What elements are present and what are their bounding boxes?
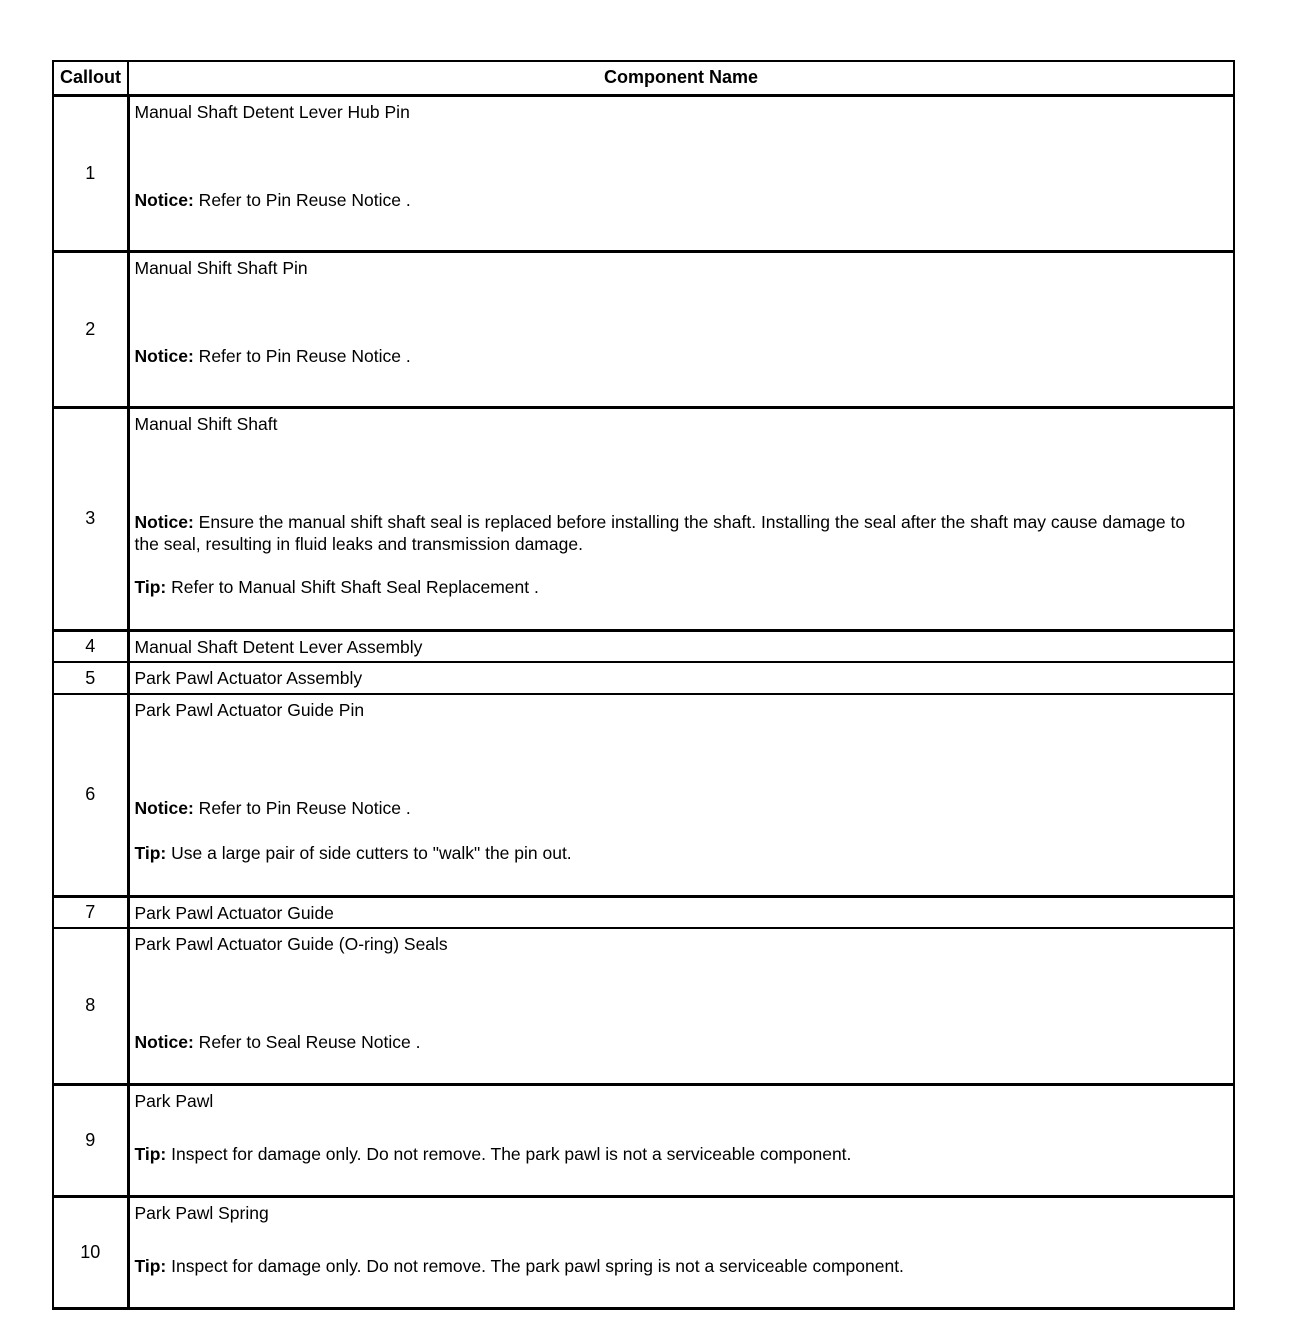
note-label: Notice: [134, 189, 194, 210]
component-name: Manual Shaft Detent Lever Hub Pin [134, 101, 410, 122]
component-cell [128, 1084, 1234, 1196]
callout-number: 10 [53, 1196, 128, 1308]
component-name: Park Pawl Actuator Guide Pin [134, 700, 365, 720]
callout-number: 5 [53, 662, 128, 694]
component-name: Park Pawl Actuator Guide (O-ring) Seals [134, 934, 448, 954]
callout-number: 9 [53, 1084, 128, 1196]
component-cell [128, 694, 1234, 896]
header-component-name: Component Name [128, 61, 1234, 95]
component-cell [128, 95, 1234, 251]
notice-note [135, 797, 1210, 819]
callout-number: 1 [53, 95, 128, 251]
table-row [53, 251, 1234, 407]
callout-number: 2 [53, 251, 128, 407]
note-text: Refer to Pin Reuse Notice . [193, 345, 411, 366]
component-cell [128, 662, 1234, 694]
note-text: Refer to Seal Reuse Notice . [193, 1032, 421, 1052]
note-label: Tip: [134, 576, 167, 597]
callout-number: 4 [53, 630, 128, 662]
tip-note [135, 1255, 1210, 1277]
header-callout: Callout [53, 61, 128, 95]
note-text: Ensure the manual shift shaft seal is replaced before installing the shaft. Installing the seal after the shaft may cause damage to the seal, resulting in fluid leaks and transmission damage. [134, 511, 1186, 554]
table-row [53, 407, 1234, 630]
header-row [53, 61, 1234, 95]
note-text: Refer to Pin Reuse Notice . [193, 798, 411, 818]
note-text: Inspect for damage only. Do not remove. The park pawl spring is not a serviceable component. [166, 1255, 904, 1276]
note-text: Inspect for damage only. Do not remove. The park pawl is not a serviceable component. [166, 1143, 852, 1164]
tip-note [135, 842, 1210, 864]
table-body [53, 95, 1234, 1308]
callout-number: 3 [53, 407, 128, 630]
notice-note [135, 511, 1210, 555]
tip-note [135, 576, 1210, 598]
component-name: Park Pawl Actuator Guide [134, 902, 334, 923]
note-label: Notice: [134, 345, 194, 366]
callout-number: 8 [53, 928, 128, 1084]
component-cell [128, 1196, 1234, 1308]
note-label: Notice: [134, 1032, 194, 1052]
note-label: Notice: [134, 511, 194, 532]
note-label: Tip: [134, 843, 167, 863]
table-row [53, 630, 1234, 662]
component-cell [128, 407, 1234, 630]
component-cell [128, 630, 1234, 662]
component-cell [128, 251, 1234, 407]
callout-number: 7 [53, 896, 128, 928]
note-label: Notice: [134, 798, 194, 818]
note-text: Refer to Manual Shift Shaft Seal Replacement . [166, 576, 539, 597]
component-table [52, 60, 1235, 1310]
table-row [53, 1196, 1234, 1308]
note-text: Use a large pair of side cutters to "walk" the pin out. [166, 843, 572, 863]
note-text: Refer to Pin Reuse Notice . [193, 189, 411, 210]
table-row [53, 928, 1234, 1084]
component-cell [128, 896, 1234, 928]
table-row [53, 1084, 1234, 1196]
table-row [53, 662, 1234, 694]
component-name: Manual Shift Shaft [134, 413, 278, 434]
table-row [53, 896, 1234, 928]
note-label: Tip: [134, 1255, 167, 1276]
component-name: Manual Shift Shaft Pin [134, 257, 308, 278]
notice-note [135, 189, 1210, 211]
component-cell [128, 928, 1234, 1084]
component-name: Park Pawl [134, 1090, 214, 1111]
notice-note [135, 345, 1210, 367]
component-name: Park Pawl Actuator Assembly [134, 668, 363, 688]
component-name: Manual Shaft Detent Lever Assembly [134, 636, 423, 657]
table-row [53, 694, 1234, 896]
tip-note [135, 1143, 1210, 1165]
component-name: Park Pawl Spring [134, 1202, 269, 1223]
notice-note [135, 1031, 1210, 1053]
note-label: Tip: [134, 1143, 167, 1164]
callout-number: 6 [53, 694, 128, 896]
table-row [53, 95, 1234, 251]
